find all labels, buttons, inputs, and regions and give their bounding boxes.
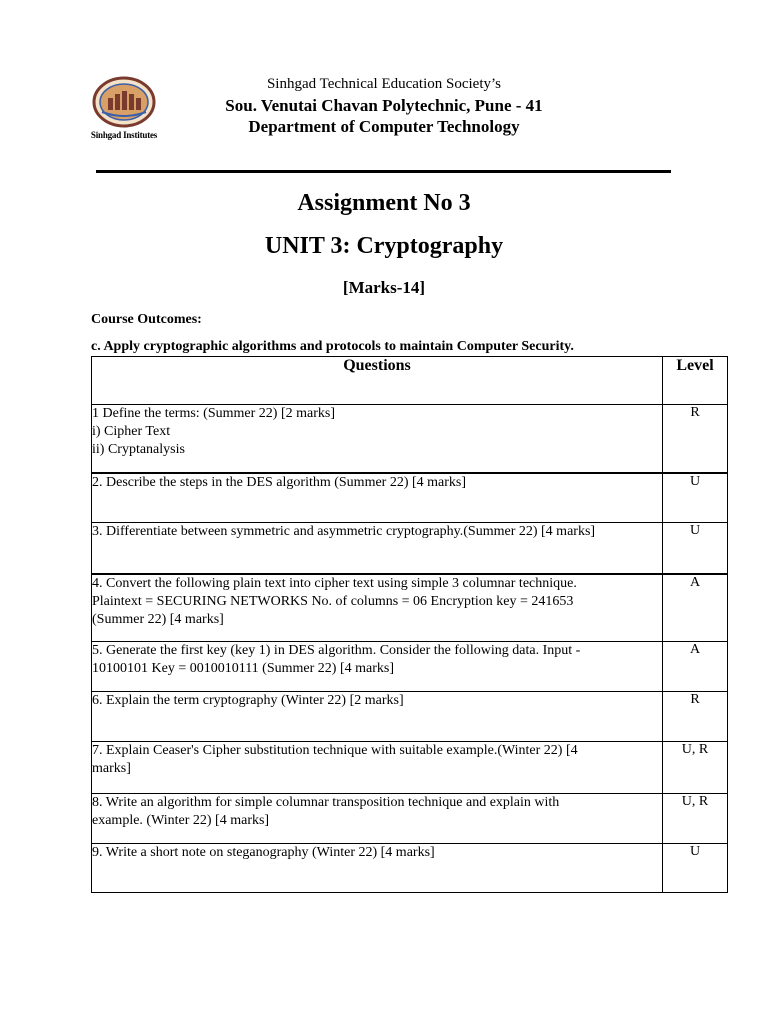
table-row xyxy=(92,523,728,574)
question-line: 9. Write a short note on steganography (Winter 22) [4 marks] xyxy=(92,845,435,860)
unit-title: UNIT 3: Cryptography xyxy=(264,233,504,259)
level-cell: U xyxy=(663,844,728,893)
question-cell xyxy=(92,742,663,794)
level-cell: A xyxy=(663,574,728,642)
table-row xyxy=(92,405,728,473)
level-header: Level xyxy=(663,357,728,405)
course-outcome-text: c. Apply cryptographic algorithms and protocols to maintain Computer Security. xyxy=(91,339,574,354)
level-cell: A xyxy=(663,642,728,692)
question-line: example. (Winter 22) [4 marks] xyxy=(92,813,270,828)
level-cell: U xyxy=(663,473,728,523)
table-row xyxy=(92,574,728,642)
society-name: Sinhgad Technical Education Society’s xyxy=(266,76,502,92)
marks-label: [Marks-14] xyxy=(342,278,426,297)
question-line: 3. Differentiate between symmetric and asymmetric cryptography.(Summer 22) [4 marks] xyxy=(92,524,596,539)
question-line: (Summer 22) [4 marks] xyxy=(92,611,224,627)
questions-header: Questions xyxy=(92,357,663,405)
table-row xyxy=(92,692,728,742)
question-line: 1 Define the terms: (Summer 22) [2 marks] xyxy=(92,406,335,421)
question-cell xyxy=(92,642,663,692)
question-cell xyxy=(92,523,663,574)
assignment-title: Assignment No 3 xyxy=(297,190,471,216)
course-outcomes-label: Course Outcomes: xyxy=(91,312,202,327)
question-cell xyxy=(92,574,663,642)
question-cell xyxy=(92,844,663,893)
question-line: ii) Cryptanalysis xyxy=(92,442,185,457)
question-line: i) Cipher Text xyxy=(92,424,171,439)
level-cell: U, R xyxy=(663,794,728,844)
header-divider xyxy=(96,170,671,173)
question-cell xyxy=(92,473,663,523)
level-cell: U, R xyxy=(663,742,728,794)
questions-table xyxy=(91,356,728,893)
table-row xyxy=(92,473,728,523)
question-line: 8. Write an algorithm for simple columnar transposition technique and explain with xyxy=(92,795,560,810)
question-cell xyxy=(92,405,663,473)
level-cell: U xyxy=(663,523,728,574)
college-name: Sou. Venutai Chavan Polytechnic, Pune - 41 xyxy=(225,96,543,115)
table-row xyxy=(92,742,728,794)
level-cell: R xyxy=(663,405,728,473)
question-cell xyxy=(92,794,663,844)
question-line: 5. Generate the first key (key 1) in DES algorithm. Consider the following data. Input - xyxy=(92,643,581,658)
question-line: marks] xyxy=(92,761,131,776)
question-line: 2. Describe the steps in the DES algorithm (Summer 22) [4 marks] xyxy=(92,474,467,490)
logo-caption: Sinhgad Institutes xyxy=(90,130,158,140)
question-line: Plaintext = SECURING NETWORKS No. of columns = 06 Encryption key = 241653 xyxy=(92,593,574,609)
question-line: 4. Convert the following plain text into cipher text using simple 3 columnar technique. xyxy=(92,575,577,591)
table-row xyxy=(92,844,728,893)
table-row xyxy=(92,794,728,844)
table-row xyxy=(92,642,728,692)
question-cell xyxy=(92,692,663,742)
question-line: 7. Explain Ceaser's Cipher substitution technique with suitable example.(Winter 22) [4 xyxy=(92,743,578,758)
table-header-row xyxy=(92,357,728,405)
level-cell: R xyxy=(663,692,728,742)
question-line: 10100101 Key = 0010010111 (Summer 22) [4 marks] xyxy=(92,661,394,676)
question-line: 6. Explain the term cryptography (Winter 22) [2 marks] xyxy=(92,693,404,708)
department-name: Department of Computer Technology xyxy=(248,117,520,136)
